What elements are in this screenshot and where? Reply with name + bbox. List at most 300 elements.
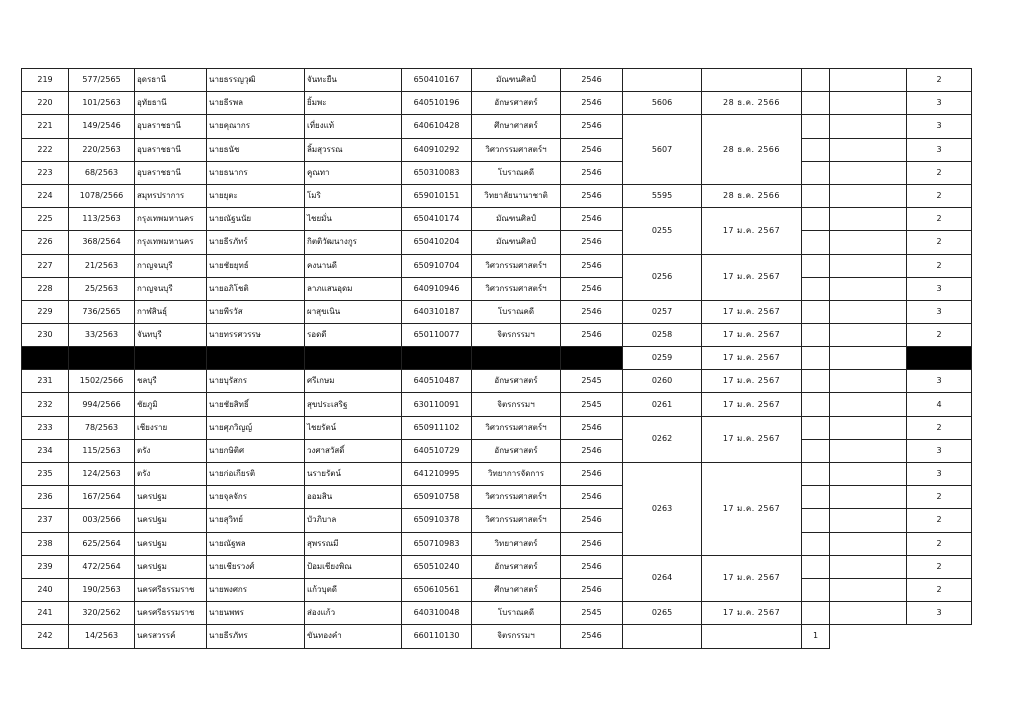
- case-number-cell: 003/2566: [69, 509, 135, 532]
- first-name-cell: นายสุวิทย์: [207, 509, 305, 532]
- case-number-cell: 577/2565: [69, 69, 135, 92]
- redacted-cell: [135, 347, 207, 370]
- student-id-cell: 640310187: [402, 300, 472, 323]
- blank-cell: [802, 138, 830, 161]
- redacted-cell: [561, 347, 623, 370]
- first-name-cell: นายทรรศวรรษ: [207, 324, 305, 347]
- birth-year-cell: 2546: [561, 625, 623, 648]
- book-date-cell: [702, 69, 802, 92]
- row-number-cell: 224: [22, 184, 69, 207]
- faculty-cell: วิทยาศาสตร์: [472, 532, 561, 555]
- blank-cell: [802, 532, 830, 555]
- province-cell: นครปฐม: [135, 555, 207, 578]
- first-name-cell: นายบุรัสกร: [207, 370, 305, 393]
- count-cell: 2: [907, 509, 972, 532]
- first-name-cell: นายกษิติศ: [207, 439, 305, 462]
- redacted-cell: [69, 347, 135, 370]
- blank-cell: [830, 300, 907, 323]
- blank-cell: [830, 578, 907, 601]
- surname-cell: กิตติวัฒนางกูร: [305, 231, 402, 254]
- blank-cell: [830, 416, 907, 439]
- case-number-cell: 167/2564: [69, 486, 135, 509]
- surname-cell: บัวภิบาล: [305, 509, 402, 532]
- book-number-cell: 0258: [623, 324, 702, 347]
- surname-cell: สุพรรณมี: [305, 532, 402, 555]
- book-number-cell: 0257: [623, 300, 702, 323]
- surname-cell: ไชยรัตน์: [305, 416, 402, 439]
- birth-year-cell: 2546: [561, 69, 623, 92]
- count-cell: 2: [907, 254, 972, 277]
- redacted-cell: [472, 347, 561, 370]
- surname-cell: ป้อมเชียงพิณ: [305, 555, 402, 578]
- row-number-cell: 227: [22, 254, 69, 277]
- blank-cell: [802, 92, 830, 115]
- surname-cell: ศรีเกษม: [305, 370, 402, 393]
- first-name-cell: นายคุณากร: [207, 115, 305, 138]
- count-cell: 3: [907, 115, 972, 138]
- count-cell: 3: [907, 439, 972, 462]
- case-number-cell: 68/2563: [69, 161, 135, 184]
- blank-cell: [830, 347, 907, 370]
- first-name-cell: นายธนากร: [207, 161, 305, 184]
- row-number-cell: 221: [22, 115, 69, 138]
- first-name-cell: นายณัฐนนัย: [207, 208, 305, 231]
- faculty-cell: มัณฑนศิลป์: [472, 231, 561, 254]
- table-row: [22, 231, 972, 254]
- table-row: [22, 161, 972, 184]
- province-cell: ตรัง: [135, 463, 207, 486]
- redacted-cell: [402, 347, 472, 370]
- student-id-cell: 640310048: [402, 602, 472, 625]
- blank-cell: [830, 324, 907, 347]
- case-number-cell: 14/2563: [69, 625, 135, 648]
- first-name-cell: นายชัยสิทธิ์: [207, 393, 305, 416]
- table-row: [22, 416, 972, 439]
- first-name-cell: นายก่อเกียรติ: [207, 463, 305, 486]
- count-cell: 3: [907, 277, 972, 300]
- count-cell: 3: [907, 602, 972, 625]
- faculty-cell: อักษรศาสตร์: [472, 370, 561, 393]
- birth-year-cell: 2546: [561, 92, 623, 115]
- row-number-cell: 219: [22, 69, 69, 92]
- surname-cell: ส่องแก้ว: [305, 602, 402, 625]
- redacted-cell: [907, 347, 972, 370]
- book-date-cell: 17 ม.ค. 2567: [702, 393, 802, 416]
- surname-cell: คูณทา: [305, 161, 402, 184]
- count-cell: 3: [907, 370, 972, 393]
- student-id-cell: 650610561: [402, 578, 472, 601]
- birth-year-cell: 2546: [561, 231, 623, 254]
- province-cell: อุบลราชธานี: [135, 115, 207, 138]
- case-number-cell: 33/2563: [69, 324, 135, 347]
- first-name-cell: นายพีรวัส: [207, 300, 305, 323]
- case-number-cell: 220/2563: [69, 138, 135, 161]
- province-cell: นครสวรรค์: [135, 625, 207, 648]
- first-name-cell: นายเชียรวงศ์: [207, 555, 305, 578]
- surname-cell: ขันทองคำ: [305, 625, 402, 648]
- province-cell: อุบลราชธานี: [135, 138, 207, 161]
- book-number-cell: 5595: [623, 184, 702, 207]
- faculty-cell: วิทยาลัยนานาชาติ: [472, 184, 561, 207]
- first-name-cell: นายธนัช: [207, 138, 305, 161]
- case-number-cell: 368/2564: [69, 231, 135, 254]
- first-name-cell: นายธีรภัทร: [207, 625, 305, 648]
- book-date-cell: 17 ม.ค. 2567: [702, 602, 802, 625]
- birth-year-cell: 2546: [561, 509, 623, 532]
- records-table: [21, 68, 972, 649]
- book-date-cell: 17 ม.ค. 2567: [702, 208, 802, 254]
- table-row: [22, 208, 972, 231]
- blank-cell: [830, 532, 907, 555]
- blank-cell: [802, 509, 830, 532]
- faculty-cell: อักษรศาสตร์: [472, 92, 561, 115]
- row-number-cell: 228: [22, 277, 69, 300]
- faculty-cell: จิตรกรรมฯ: [472, 393, 561, 416]
- student-id-cell: 659010151: [402, 184, 472, 207]
- blank-cell: [830, 208, 907, 231]
- student-id-cell: 640910946: [402, 277, 472, 300]
- row-number-cell: 222: [22, 138, 69, 161]
- faculty-cell: ศึกษาศาสตร์: [472, 578, 561, 601]
- book-number-cell: 0262: [623, 416, 702, 462]
- count-cell: 4: [907, 393, 972, 416]
- row-number-cell: 234: [22, 439, 69, 462]
- province-cell: ชลบุรี: [135, 370, 207, 393]
- province-cell: กาญจนบุรี: [135, 254, 207, 277]
- blank-cell: [830, 370, 907, 393]
- book-date-cell: 17 ม.ค. 2567: [702, 463, 802, 556]
- book-date-cell: 17 ม.ค. 2567: [702, 300, 802, 323]
- blank-cell: [802, 463, 830, 486]
- table-row: [22, 138, 972, 161]
- student-id-cell: 650910758: [402, 486, 472, 509]
- case-number-cell: 1502/2566: [69, 370, 135, 393]
- count-cell: 2: [907, 208, 972, 231]
- book-date-cell: 17 ม.ค. 2567: [702, 555, 802, 601]
- faculty-cell: วิทยาการจัดการ: [472, 463, 561, 486]
- table-row: [22, 300, 972, 323]
- first-name-cell: นายพงศกร: [207, 578, 305, 601]
- blank-cell: [623, 625, 702, 648]
- first-name-cell: นายนพพร: [207, 602, 305, 625]
- student-id-cell: 640510196: [402, 92, 472, 115]
- student-id-cell: 630110091: [402, 393, 472, 416]
- book-date-cell: 17 ม.ค. 2567: [702, 347, 802, 370]
- book-date-cell: 28 ธ.ค. 2566: [702, 184, 802, 207]
- table-row: [22, 393, 972, 416]
- birth-year-cell: 2546: [561, 300, 623, 323]
- table-row: [22, 555, 972, 578]
- blank-cell: [802, 439, 830, 462]
- province-cell: นครศรีธรรมราช: [135, 602, 207, 625]
- blank-cell: [802, 393, 830, 416]
- student-id-cell: 650910704: [402, 254, 472, 277]
- birth-year-cell: 2546: [561, 532, 623, 555]
- book-date-cell: 17 ม.ค. 2567: [702, 324, 802, 347]
- faculty-cell: โบราณคดี: [472, 300, 561, 323]
- first-name-cell: นายณัฐพล: [207, 532, 305, 555]
- blank-cell: [830, 463, 907, 486]
- faculty-cell: โบราณคดี: [472, 161, 561, 184]
- count-cell: 2: [907, 231, 972, 254]
- row-number-cell: 229: [22, 300, 69, 323]
- row-number-cell: 233: [22, 416, 69, 439]
- first-name-cell: นายชัยยุทธ์: [207, 254, 305, 277]
- province-cell: กาญจนบุรี: [135, 277, 207, 300]
- blank-cell: [830, 69, 907, 92]
- faculty-cell: มัณฑนศิลป์: [472, 69, 561, 92]
- table-row: [22, 277, 972, 300]
- surname-cell: โมริ: [305, 184, 402, 207]
- case-number-cell: 320/2562: [69, 602, 135, 625]
- faculty-cell: วิศวกรรมศาสตร์ฯ: [472, 486, 561, 509]
- surname-cell: เที่ยงแท้: [305, 115, 402, 138]
- first-name-cell: นายอภิโชติ: [207, 277, 305, 300]
- birth-year-cell: 2546: [561, 324, 623, 347]
- student-id-cell: 640610428: [402, 115, 472, 138]
- student-id-cell: 650910378: [402, 509, 472, 532]
- redacted-cell: [22, 347, 69, 370]
- province-cell: ตรัง: [135, 439, 207, 462]
- blank-cell: [830, 92, 907, 115]
- case-number-cell: 149/2546: [69, 115, 135, 138]
- row-number-cell: 238: [22, 532, 69, 555]
- blank-cell: [802, 208, 830, 231]
- faculty-cell: วิศวกรรมศาสตร์ฯ: [472, 509, 561, 532]
- count-cell: 2: [907, 184, 972, 207]
- first-name-cell: นายธีรภัทร์: [207, 231, 305, 254]
- birth-year-cell: 2546: [561, 555, 623, 578]
- count-cell: 3: [907, 138, 972, 161]
- case-number-cell: 625/2564: [69, 532, 135, 555]
- birth-year-cell: 2546: [561, 463, 623, 486]
- faculty-cell: อักษรศาสตร์: [472, 555, 561, 578]
- book-number-cell: 0261: [623, 393, 702, 416]
- blank-cell: [830, 393, 907, 416]
- count-cell: 2: [907, 69, 972, 92]
- province-cell: เชียงราย: [135, 416, 207, 439]
- table-row: [22, 532, 972, 555]
- book-number-cell: 5607: [623, 115, 702, 185]
- row-number-cell: 225: [22, 208, 69, 231]
- blank-cell: [830, 231, 907, 254]
- blank-cell: [802, 115, 830, 138]
- birth-year-cell: 2546: [561, 578, 623, 601]
- book-date-cell: 17 ม.ค. 2567: [702, 370, 802, 393]
- table-row: [22, 370, 972, 393]
- case-number-cell: 994/2566: [69, 393, 135, 416]
- blank-cell: [802, 277, 830, 300]
- student-id-cell: 650110077: [402, 324, 472, 347]
- row-number-cell: 235: [22, 463, 69, 486]
- blank-cell: [802, 324, 830, 347]
- student-id-cell: 650410174: [402, 208, 472, 231]
- birth-year-cell: 2546: [561, 184, 623, 207]
- faculty-cell: มัณฑนศิลป์: [472, 208, 561, 231]
- blank-cell: [830, 555, 907, 578]
- blank-cell: [830, 277, 907, 300]
- case-number-cell: 25/2563: [69, 277, 135, 300]
- province-cell: กรุงเทพมหานคร: [135, 208, 207, 231]
- table-row: [22, 184, 972, 207]
- blank-cell: [802, 161, 830, 184]
- first-name-cell: นายจุลจักร: [207, 486, 305, 509]
- province-cell: กาฬสินธุ์: [135, 300, 207, 323]
- surname-cell: จันทะยืน: [305, 69, 402, 92]
- surname-cell: ยิ้มพะ: [305, 92, 402, 115]
- province-cell: นครปฐม: [135, 532, 207, 555]
- row-number-cell: 223: [22, 161, 69, 184]
- count-cell: 3: [907, 463, 972, 486]
- student-id-cell: 650710983: [402, 532, 472, 555]
- count-cell: 2: [907, 532, 972, 555]
- birth-year-cell: 2546: [561, 439, 623, 462]
- row-number-cell: 240: [22, 578, 69, 601]
- blank-cell: [830, 486, 907, 509]
- province-cell: อุบลราชธานี: [135, 161, 207, 184]
- case-number-cell: 190/2563: [69, 578, 135, 601]
- count-cell: 2: [907, 161, 972, 184]
- book-date-cell: 17 ม.ค. 2567: [702, 416, 802, 462]
- blank-cell: [830, 115, 907, 138]
- student-id-cell: 650510240: [402, 555, 472, 578]
- row-number-cell: 239: [22, 555, 69, 578]
- birth-year-cell: 2546: [561, 416, 623, 439]
- book-date-cell: 17 ม.ค. 2567: [702, 254, 802, 300]
- province-cell: ชัยภูมิ: [135, 393, 207, 416]
- table-row: [22, 463, 972, 486]
- case-number-cell: 21/2563: [69, 254, 135, 277]
- blank-cell: [802, 370, 830, 393]
- row-number-cell: 230: [22, 324, 69, 347]
- surname-cell: ผาสุขเนิน: [305, 300, 402, 323]
- faculty-cell: วิศวกรรมศาสตร์ฯ: [472, 254, 561, 277]
- count-cell: 2: [907, 324, 972, 347]
- faculty-cell: จิตรกรรมฯ: [472, 625, 561, 648]
- birth-year-cell: 2546: [561, 138, 623, 161]
- row-number-cell: 220: [22, 92, 69, 115]
- province-cell: อุทัยธานี: [135, 92, 207, 115]
- first-name-cell: นายธีรพล: [207, 92, 305, 115]
- blank-cell: [830, 161, 907, 184]
- student-id-cell: 641210995: [402, 463, 472, 486]
- faculty-cell: อักษรศาสตร์: [472, 439, 561, 462]
- table-row: [22, 578, 972, 601]
- faculty-cell: วิศวกรรมศาสตร์ฯ: [472, 277, 561, 300]
- case-number-cell: 115/2563: [69, 439, 135, 462]
- book-number-cell: 0265: [623, 602, 702, 625]
- surname-cell: ลาภแสนอุดม: [305, 277, 402, 300]
- case-number-cell: 113/2563: [69, 208, 135, 231]
- table-row: [22, 439, 972, 462]
- student-id-cell: 650310083: [402, 161, 472, 184]
- book-number-cell: 0260: [623, 370, 702, 393]
- blank-cell: [802, 184, 830, 207]
- student-id-cell: 650410167: [402, 69, 472, 92]
- blank-cell: [830, 509, 907, 532]
- case-number-cell: 124/2563: [69, 463, 135, 486]
- student-id-cell: 660110130: [402, 625, 472, 648]
- surname-cell: วงศาสวัสดิ์: [305, 439, 402, 462]
- blank-cell: [802, 300, 830, 323]
- row-number-cell: 237: [22, 509, 69, 532]
- student-id-cell: 640510487: [402, 370, 472, 393]
- province-cell: นครปฐม: [135, 509, 207, 532]
- count-cell: 2: [907, 578, 972, 601]
- birth-year-cell: 2545: [561, 370, 623, 393]
- redacted-cell: [305, 347, 402, 370]
- blank-cell: [830, 439, 907, 462]
- first-name-cell: นายศุภวิญญ์: [207, 416, 305, 439]
- table-row: [22, 69, 972, 92]
- blank-cell: [830, 138, 907, 161]
- book-number-cell: [623, 69, 702, 92]
- table-body: [22, 69, 972, 649]
- row-number-cell: 236: [22, 486, 69, 509]
- book-date-cell: 28 ธ.ค. 2566: [702, 92, 802, 115]
- student-id-cell: 640910292: [402, 138, 472, 161]
- birth-year-cell: 2546: [561, 277, 623, 300]
- student-id-cell: 650410204: [402, 231, 472, 254]
- surname-cell: นรายรัตน์: [305, 463, 402, 486]
- blank-cell: [802, 69, 830, 92]
- faculty-cell: วิศวกรรมศาสตร์ฯ: [472, 138, 561, 161]
- surname-cell: รอดดี: [305, 324, 402, 347]
- student-id-cell: 640510729: [402, 439, 472, 462]
- table-row: [22, 254, 972, 277]
- book-number-cell: 5606: [623, 92, 702, 115]
- blank-cell: [802, 486, 830, 509]
- count-cell: 3: [907, 300, 972, 323]
- table-row: [22, 602, 972, 625]
- blank-cell: [802, 347, 830, 370]
- birth-year-cell: 2546: [561, 486, 623, 509]
- blank-cell: [802, 254, 830, 277]
- faculty-cell: วิศวกรรมศาสตร์ฯ: [472, 416, 561, 439]
- blank-cell: [802, 602, 830, 625]
- row-number-cell: 241: [22, 602, 69, 625]
- province-cell: อุดรธานี: [135, 69, 207, 92]
- birth-year-cell: 2546: [561, 161, 623, 184]
- faculty-cell: จิตรกรรมฯ: [472, 324, 561, 347]
- redacted-cell: [207, 347, 305, 370]
- redacted-row: [22, 347, 972, 370]
- blank-cell: [830, 602, 907, 625]
- surname-cell: สุขประเสริฐ: [305, 393, 402, 416]
- table-row: [22, 115, 972, 138]
- birth-year-cell: 2546: [561, 208, 623, 231]
- faculty-cell: โบราณคดี: [472, 602, 561, 625]
- case-number-cell: 101/2563: [69, 92, 135, 115]
- table-row: [22, 324, 972, 347]
- province-cell: กรุงเทพมหานคร: [135, 231, 207, 254]
- blank-cell: [802, 231, 830, 254]
- case-number-cell: 736/2565: [69, 300, 135, 323]
- surname-cell: ออมสิน: [305, 486, 402, 509]
- row-number-cell: 226: [22, 231, 69, 254]
- table-row: [22, 509, 972, 532]
- surname-cell: ไชยมั่น: [305, 208, 402, 231]
- book-number-cell: 0264: [623, 555, 702, 601]
- province-cell: นครปฐม: [135, 486, 207, 509]
- row-number-cell: 231: [22, 370, 69, 393]
- surname-cell: คงนานดี: [305, 254, 402, 277]
- table-row: [22, 625, 972, 648]
- birth-year-cell: 2546: [561, 115, 623, 138]
- faculty-cell: ศึกษาศาสตร์: [472, 115, 561, 138]
- province-cell: สมุทรปราการ: [135, 184, 207, 207]
- surname-cell: แก้วบุตดี: [305, 578, 402, 601]
